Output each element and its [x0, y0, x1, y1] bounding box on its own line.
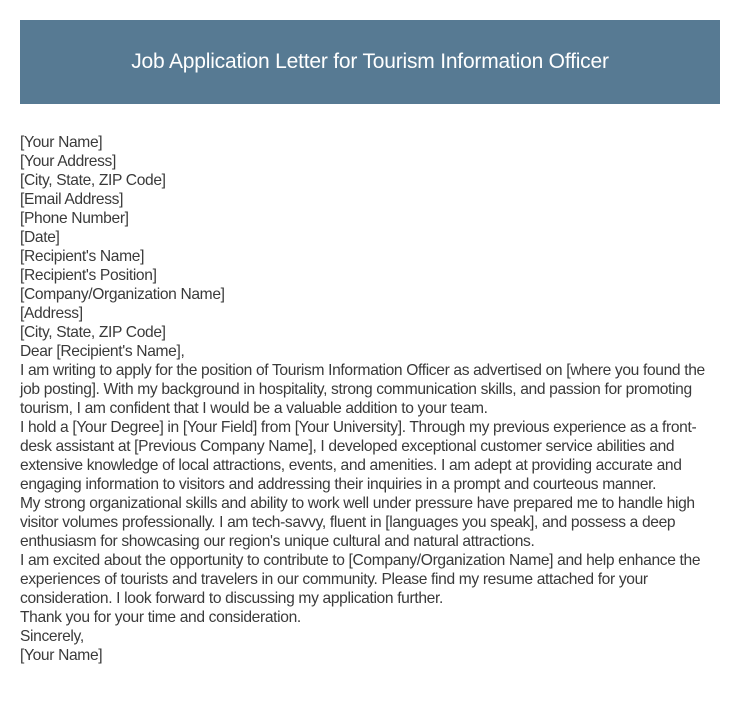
paragraph-skills: My strong organizational skills and ability to work well under pressure have prepared me to handle high visitor volumes professionally. I am tech-savvy, fluent in [languages you speak], and possess a deep enthusiasm for showcasing our region's unique cultural and natural attractions. — [20, 495, 695, 550]
sender-city-state-zip: [City, State, ZIP Code] — [20, 172, 166, 189]
thank-you-line: Thank you for your time and consideration. — [20, 609, 301, 626]
paragraph-experience: I hold a [Your Degree] in [Your Field] from [Your University]. Through my previous experience as a front-desk assistant at [Previous Company Name], I developed exceptional customer service abilities and extensive knowledge of local attractions, events, and amenities. I am adept at providing accurate and engaging information to visitors and addressing their inquiries in a prompt and courteous manner. — [20, 419, 697, 493]
sign-off: Sincerely, — [20, 628, 84, 645]
sender-phone: [Phone Number] — [20, 210, 129, 227]
recipient-position: [Recipient's Position] — [20, 267, 157, 284]
sender-name: [Your Name] — [20, 134, 103, 151]
recipient-city-state-zip: [City, State, ZIP Code] — [20, 324, 166, 341]
sender-email: [Email Address] — [20, 191, 124, 208]
paragraph-intro: I am writing to apply for the position of Tourism Information Officer as advertised on [where you found the job posting]. With my background in hospitality, strong communication skills, and passion for promoting tourism, I am confident that I would be a valuable addition to your team. — [20, 362, 705, 417]
signature-name: [Your Name] — [20, 647, 103, 664]
title-banner — [20, 20, 720, 104]
paragraph-closing: I am excited about the opportunity to contribute to [Company/Organization Name] and help enhance the experiences of tourists and travelers in our community. Please find my resume attached for your consideration. I look forward to discussing my application further. — [20, 552, 701, 607]
letter-date: [Date] — [20, 229, 60, 246]
page-title: Job Application Letter for Tourism Information Officer — [131, 50, 609, 73]
recipient-address: [Address] — [20, 305, 83, 322]
sender-address: [Your Address] — [20, 153, 116, 170]
recipient-company: [Company/Organization Name] — [20, 286, 225, 303]
letter-body — [20, 133, 725, 665]
salutation: Dear [Recipient's Name], — [20, 343, 185, 360]
recipient-name: [Recipient's Name] — [20, 248, 145, 265]
